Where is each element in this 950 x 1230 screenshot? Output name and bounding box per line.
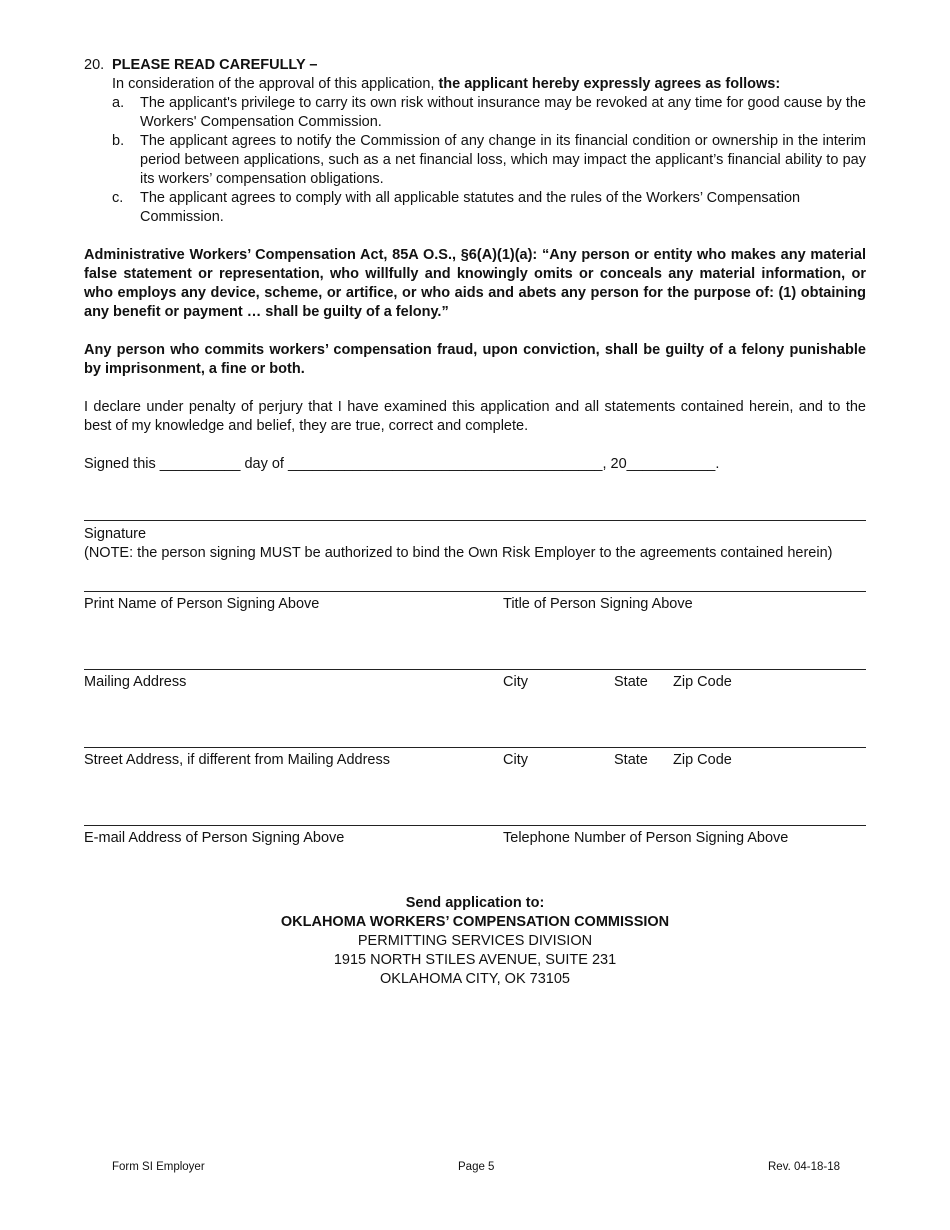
signature-label: Signature bbox=[84, 526, 147, 542]
item-text: The applicant agrees to notify the Commission of any change in its financial condition or ownership in the interim period between applications, such as a net financial loss, which may impact the applicant’s financial ability to pay its workers’ compensation obligations. bbox=[140, 133, 866, 187]
item-text: The applicant agrees to comply with all applicable statutes and the rules of the Workers’ Compensation Commission. bbox=[140, 190, 801, 225]
statute-paragraph: Administrative Workers’ Compensation Act, 85A O.S., §6(A)(1)(a): “Any person or entity who makes any material false statement or representation, who willfully and knowingly omits or conceals any material information, or who employs any device, scheme, or artifice, or who aids and abets any person for the purpose of: (1) obtaining any benefit or payment … shall be guilty of a felony.” bbox=[84, 247, 866, 320]
send-to-org: OKLAHOMA WORKERS’ COMPENSATION COMMISSION bbox=[280, 914, 670, 930]
footer-form-name: Form SI Employer bbox=[112, 1161, 205, 1173]
city-label: City bbox=[503, 752, 528, 768]
footer-page-number: Page 5 bbox=[458, 1161, 495, 1173]
footer-revision: Rev. 04-18-18 bbox=[768, 1161, 841, 1173]
street-address-line[interactable] bbox=[84, 746, 866, 748]
email-phone-labels bbox=[84, 829, 866, 848]
declaration-paragraph: I declare under penalty of perjury that I have examined this application and all statements contained herein, and to the best of my knowledge and belief, they are true, correct and complete. bbox=[84, 399, 866, 434]
title-label: Title of Person Signing Above bbox=[503, 596, 693, 612]
name-title-line[interactable] bbox=[84, 590, 866, 592]
mailing-address-labels bbox=[84, 673, 866, 692]
email-phone-line[interactable] bbox=[84, 824, 866, 826]
item-letter: b. bbox=[112, 133, 125, 149]
send-to-division: PERMITTING SERVICES DIVISION bbox=[357, 933, 593, 949]
section-heading: PLEASE READ CAREFULLY – bbox=[112, 57, 318, 73]
state-label: State bbox=[614, 674, 648, 690]
agreement-list bbox=[112, 94, 866, 227]
fraud-paragraph: Any person who commits workers’ compensation fraud, upon conviction, shall be guilty of a felony punishable by imprisonment, a fine or both. bbox=[84, 342, 866, 377]
signed-date-line[interactable]: Signed this __________ day of _______________________________________, 20___________. bbox=[84, 456, 720, 472]
signature-note: (NOTE: the person signing MUST be authorized to bind the Own Risk Employer to the agreements contained herein) bbox=[84, 545, 833, 561]
send-to-street: 1915 NORTH STILES AVENUE, SUITE 231 bbox=[333, 952, 617, 968]
send-to-city: OKLAHOMA CITY, OK 73105 bbox=[380, 971, 570, 987]
agreement-item bbox=[112, 189, 866, 227]
street-address-label: Street Address, if different from Mailing Address bbox=[84, 752, 390, 768]
intro-plain: In consideration of the approval of this application, bbox=[112, 76, 439, 92]
print-name-label: Print Name of Person Signing Above bbox=[84, 596, 320, 612]
item-text: The applicant's privilege to carry its own risk without insurance may be revoked at any time for good cause by the Workers' Compensation Commission. bbox=[140, 95, 866, 130]
form-page bbox=[84, 56, 866, 989]
mailing-address-label: Mailing Address bbox=[84, 674, 187, 690]
street-address-labels bbox=[84, 751, 866, 770]
state-label: State bbox=[614, 752, 648, 768]
name-title-labels bbox=[84, 595, 866, 614]
intro-bold: the applicant hereby expressly agrees as follows: bbox=[438, 76, 781, 92]
telephone-label: Telephone Number of Person Signing Above bbox=[503, 830, 789, 846]
section-20 bbox=[84, 56, 866, 227]
section-number: 20. bbox=[84, 57, 105, 73]
item-letter: c. bbox=[112, 190, 124, 206]
agreement-item bbox=[112, 132, 866, 189]
signature-line[interactable] bbox=[84, 519, 866, 521]
send-to-block bbox=[84, 894, 866, 989]
zip-label: Zip Code bbox=[673, 752, 732, 768]
mailing-address-line[interactable] bbox=[84, 668, 866, 670]
zip-label: Zip Code bbox=[673, 674, 732, 690]
item-letter: a. bbox=[112, 95, 125, 111]
section-intro bbox=[112, 75, 866, 94]
agreement-item bbox=[112, 94, 866, 132]
city-label: City bbox=[503, 674, 528, 690]
send-to-heading: Send application to: bbox=[405, 895, 545, 911]
email-label: E-mail Address of Person Signing Above bbox=[84, 830, 345, 846]
